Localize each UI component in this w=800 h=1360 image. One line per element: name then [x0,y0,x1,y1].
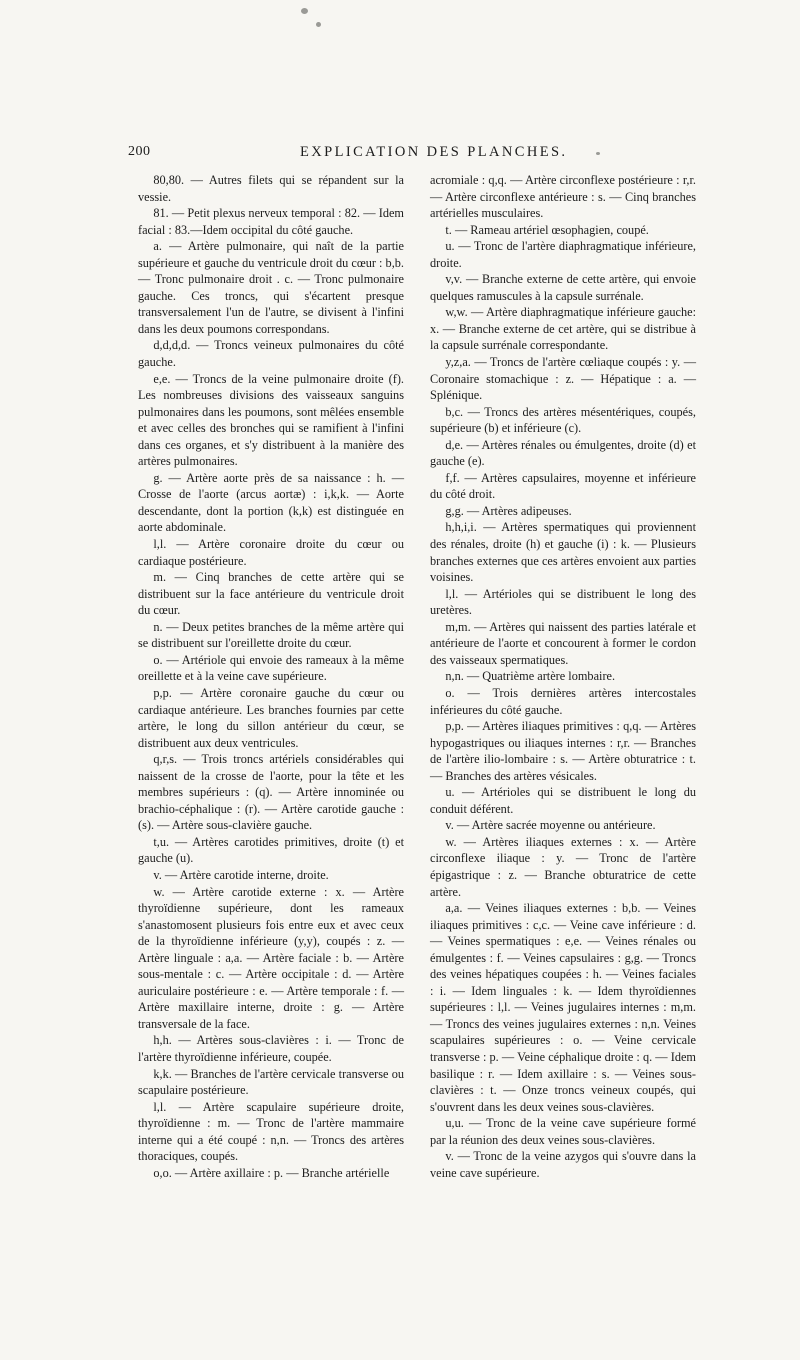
legend-entry: g,g. — Artères adipeuses. [445,503,572,518]
legend-entry: d,e. — Artères rénales ou émulgentes, droite (d) et gauche (e). [430,437,696,469]
legend-entry: a,a. — Veines iliaques externes : b,b. — Veines iliaques primitives : c,c. — Veine cave inférieure : d. — Veines spermatiques : e,e. — Veines rénales ou émulgentes : f. — Veines capsulaires : g,g. — Troncs des veines hépatiques coupées : h. — Veines faciales : i. — Idem linguales : k. — Idem thyroïdiennes supérieures : l,l. — Veines jugulaires internes : m,m. — Troncs des veines jugulaires externes : n,n. Veines scapulaires supérieures : o. — Veine cervicale transverse : p. — Veine céphalique droite : q. — Idem basilique : r. — Idem axillaire : s. — Veines sous-clavières : t. — Onze troncs veineux coupés, qui s'ouvrent dans les deux veines sous-clavières. [430,901,696,1114]
legend-entry: d,d,d,d. — Troncs veineux pulmonaires du côté gauche. [138,338,404,370]
page-header [128,144,684,164]
legend-entry: q,r,s. — Trois troncs artériels considérables qui naissent de la crosse de l'aorte, pour la tête et les membres supérieurs : (q). — Artère innominée ou brachio-céphalique : (r). — Artère carotide gauche : (s). — Artère sous-clavière gauche. [138,752,404,833]
legend-entry: g. — Artère aorte près de sa naissance : h. — Crosse de l'aorte (arcus aortæ) : i,k,k. — Aorte descendante, dont la portion (k,k) est distinguée en aorte abdominale. [138,470,404,535]
legend-entry: o,o. — Artère axillaire : p. — Branche artérielle [153,1165,390,1180]
legend-entry: h,h. — Artères sous-clavières : i. — Tronc de l'artère thyroïdienne inférieure, coupée. [138,1033,404,1064]
legend-entry: v. — Tronc de la veine azygos qui s'ouvre dans la veine cave supérieure. [430,1149,696,1180]
legend-entry: a. — Artère pulmonaire, qui naît de la partie supérieure et gauche du ventricule droit du cœur : b,b. — Tronc pulmonaire droit . c. — Tronc pulmonaire gauche. Ces troncs, qui s'écartent presque transversalement l'un de l'autre, se divisent à l'infini dans les deux poumons correspondans. [138,239,404,336]
legend-entry: p,p. — Artères iliaques primitives : q,q. — Artères hypogastriques ou iliaques internes : r,r. — Branches de l'artère ilio-lombaire : s. — Artère obturatrice : t. — Branches des artères vésicales. [430,719,696,783]
legend-entry: f,f. — Artères capsulaires, moyenne et inférieure du côté droit. [430,470,696,502]
legend-entry: l,l. — Artère scapulaire supérieure droite, thyroïdienne : m. — Tronc de l'artère mammaire interne qui a été coupé : n,n. — Troncs des artères thoraciques, coupés. [138,1099,404,1164]
legend-entry: b,c. — Troncs des artères mésentériques, coupés, supérieure (b) et inférieure (c). [430,404,696,436]
left-text-column [138,172,404,1181]
legend-entry: m,m. — Artères qui naissent des parties latérale et antérieure de l'aorte et concourent à former le cordon des vaisseaux spermatiques. [430,619,696,667]
legend-entry: u. — Artérioles qui se distribuent le long du conduit déférent. [430,785,696,816]
legend-entry: t,u. — Artères carotides primitives, droite (t) et gauche (u). [138,834,404,866]
legend-entry: l,l. — Artérioles qui se distribuent le long des uretères. [430,586,696,618]
legend-entry: h,h,i,i. — Artères spermatiques qui proviennent des rénales, droite (h) et gauche (i) : k. — Plusieurs branches externes que ces artères envoient aux parties voisines. [430,520,696,585]
legend-entry: t. — Rameau artériel œsophagien, coupé. [445,222,649,237]
legend-entry: 80,80. — Autres filets qui se répandent sur la vessie. [138,173,404,204]
legend-entry: v. — Artère carotide interne, droite. [153,867,329,882]
legend-entry: 81. — Petit plexus nerveux temporal : 82. — Idem facial : 83.—Idem occipital du côté gauche. [138,206,404,237]
legend-entry: p,p. — Artère coronaire gauche du cœur ou cardiaque antérieure. Les branches fournies par cette artère, le long du sillon antérieur du cœur, se distribuent aux deux ventricules. [138,685,404,750]
legend-entry: e,e. — Troncs de la veine pulmonaire droite (f). Les nombreuses divisions des vaisseaux sanguins pulmonaires dans les poumons, sont mêlées ensemble et avec celles des bronches qui se ramifient à l'infini dans ces organes, et s'y distribuent à la manière des artères pulmonaires. [138,371,404,469]
legend-entry: u. — Tronc de l'artère diaphragmatique inférieure, droite. [430,239,696,270]
paper-blemish [301,8,308,14]
legend-entry: w. — Artère carotide externe : x. — Artère thyroïdienne supérieure, dont les rameaux s'anastomosent plusieurs fois entre eux et avec ceux de la thyroïdienne inférieure (y,y), coupés : z. — Artère linguale : a,a. — Artère faciale : b. — Artère sous-mentale : c. — Artère occipitale : d. — Artère auriculaire postérieure : e. — Artère temporale : f. — Artère maxillaire interne, droite : g. — Artère transversale de la face. [138,884,404,1031]
legend-entry: w,w. — Artère diaphragmatique inférieure gauche: x. — Branche externe de cet artère, qui se distribue à la capsule surrénale correspondante. [430,305,696,353]
legend-entry: v,v. — Branche externe de cette artère, qui envoie quelques ramuscules à la capsule surrénale. [430,272,696,303]
legend-entry: o. — Trois dernières artères intercostales inférieures du côté gauche. [430,685,696,717]
legend-entry: m. — Cinq branches de cette artère qui se distribuent sur la face antérieure du ventricule droit du cœur. [138,570,404,618]
legend-entry: o. — Artériole qui envoie des rameaux à la même oreillette et à la veine cave supérieure. [138,652,404,684]
legend-entry: n,n. — Quatrième artère lombaire. [445,669,616,684]
legend-entry: w. — Artères iliaques externes : x. — Artère circonflexe iliaque : y. — Tronc de l'artère épigastrique : z. — Branche obturatrice de cette artère. [430,834,696,899]
legend-entry: k,k. — Branches de l'artère cervicale transverse ou scapulaire postérieure. [138,1066,404,1098]
running-title: EXPLICATION DES PLANCHES. [300,144,568,160]
right-text-column [430,172,696,1181]
page-number: 200 [128,144,151,159]
legend-entry: y,z,a. — Troncs de l'artère cœliaque coupés : y. — Coronaire stomachique : z. — Hépatique : a. — Splénique. [430,355,696,403]
legend-entry: n. — Deux petites branches de la même artère qui se distribuent sur l'oreillette droite du cœur. [138,619,404,651]
paper-blemish [596,152,600,155]
legend-entry: u,u. — Tronc de la veine cave supérieure formé par la réunion des deux veines sous-clavières. [430,1116,696,1147]
legend-entry: acromiale : q,q. — Artère circonflexe postérieure : r,r. — Artère circonflexe antérieure : s. — Cinq branches artérielles musculaires. [430,173,696,221]
legend-entry: l,l. — Artère coronaire droite du cœur ou cardiaque postérieure. [138,537,404,568]
paper-blemish [316,22,321,27]
legend-entry: v. — Artère sacrée moyenne ou antérieure. [445,818,656,833]
